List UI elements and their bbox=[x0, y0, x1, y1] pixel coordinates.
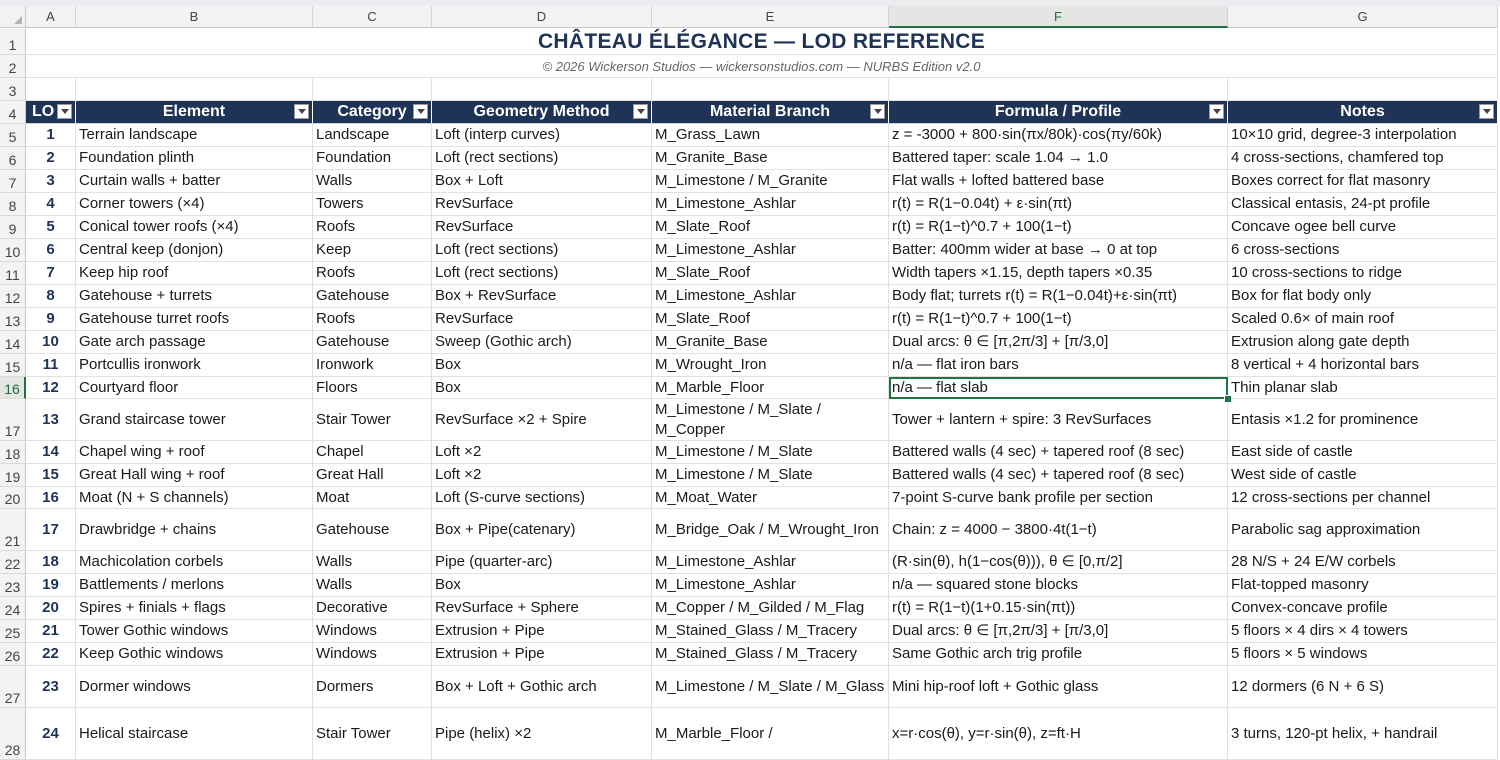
cell-f28[interactable]: x=r·cos(θ), y=r·sin(θ), z=ft·H bbox=[889, 708, 1228, 760]
cell-b11[interactable]: Keep hip roof bbox=[76, 262, 313, 285]
cell-g14[interactable]: Extrusion along gate depth bbox=[1228, 331, 1498, 354]
cell-e19[interactable]: M_Limestone / M_Slate bbox=[652, 464, 889, 487]
row-header-23[interactable]: 23 bbox=[0, 574, 26, 597]
cell-f7[interactable]: Flat walls + lofted battered base bbox=[889, 170, 1228, 193]
cell-g3[interactable] bbox=[1228, 78, 1498, 101]
column-header-c[interactable]: C bbox=[313, 6, 432, 28]
cell-c21[interactable]: Gatehouse bbox=[313, 509, 432, 551]
row-header-24[interactable]: 24 bbox=[0, 597, 26, 620]
cell-a11[interactable]: 7 bbox=[26, 262, 76, 285]
filter-dropdown-icon[interactable] bbox=[1479, 104, 1494, 119]
cell-c24[interactable]: Decorative bbox=[313, 597, 432, 620]
cell-c26[interactable]: Windows bbox=[313, 643, 432, 666]
row-header-19[interactable]: 19 bbox=[0, 464, 26, 487]
column-header-f[interactable]: F bbox=[889, 6, 1228, 28]
row-header-14[interactable]: 14 bbox=[0, 331, 26, 354]
cell-b9[interactable]: Conical tower roofs (×4) bbox=[76, 216, 313, 239]
cell-d8[interactable]: RevSurface bbox=[432, 193, 652, 216]
cell-d18[interactable]: Loft ×2 bbox=[432, 441, 652, 464]
cell-b19[interactable]: Great Hall wing + roof bbox=[76, 464, 313, 487]
cell-e27[interactable]: M_Limestone / M_Slate / M_Glass bbox=[652, 666, 889, 708]
row-header-25[interactable]: 25 bbox=[0, 620, 26, 643]
filter-dropdown-icon[interactable] bbox=[870, 104, 885, 119]
subtitle-cell[interactable] bbox=[26, 55, 1498, 78]
cell-a28[interactable]: 24 bbox=[26, 708, 76, 760]
cell-a10[interactable]: 6 bbox=[26, 239, 76, 262]
row-header-28[interactable]: 28 bbox=[0, 708, 26, 760]
cell-c28[interactable]: Stair Tower bbox=[313, 708, 432, 760]
cell-b18[interactable]: Chapel wing + roof bbox=[76, 441, 313, 464]
cell-e25[interactable]: M_Stained_Glass / M_Tracery bbox=[652, 620, 889, 643]
header-label: LO bbox=[32, 103, 55, 120]
select-all-corner[interactable] bbox=[0, 6, 26, 28]
table-header-formula-profile[interactable] bbox=[889, 101, 1228, 124]
cell-b17[interactable]: Grand staircase tower bbox=[76, 399, 313, 441]
cell-g19[interactable]: West side of castle bbox=[1228, 464, 1498, 487]
cell-g15[interactable]: 8 vertical + 4 horizontal bars bbox=[1228, 354, 1498, 377]
cell-f11[interactable]: Width tapers ×1.15, depth tapers ×0.35 bbox=[889, 262, 1228, 285]
header-label: Notes bbox=[1340, 103, 1385, 120]
cell-c5[interactable]: Landscape bbox=[313, 124, 432, 147]
cell-e15[interactable]: M_Wrought_Iron bbox=[652, 354, 889, 377]
cell-f20[interactable]: 7-point S-curve bank profile per section bbox=[889, 487, 1228, 509]
filter-dropdown-icon[interactable] bbox=[413, 104, 428, 119]
cell-b16[interactable]: Courtyard floor bbox=[76, 377, 313, 399]
cell-c13[interactable]: Roofs bbox=[313, 308, 432, 331]
cell-e7[interactable]: M_Limestone / M_Granite bbox=[652, 170, 889, 193]
cell-e26[interactable]: M_Stained_Glass / M_Tracery bbox=[652, 643, 889, 666]
cell-b21[interactable]: Drawbridge + chains bbox=[76, 509, 313, 551]
cell-b22[interactable]: Machicolation corbels bbox=[76, 551, 313, 574]
cell-a7[interactable]: 3 bbox=[26, 170, 76, 193]
row-header-8[interactable]: 8 bbox=[0, 193, 26, 216]
cell-f25[interactable]: Dual arcs: θ ∈ [π,2π/3] + [π/3,0] bbox=[889, 620, 1228, 643]
row-header-16[interactable]: 16 bbox=[0, 377, 26, 399]
header-label: Element bbox=[162, 103, 226, 120]
cell-a25[interactable]: 21 bbox=[26, 620, 76, 643]
cell-c17[interactable]: Stair Tower bbox=[313, 399, 432, 441]
cell-c7[interactable]: Walls bbox=[313, 170, 432, 193]
row-header-1[interactable]: 1 bbox=[0, 29, 26, 55]
cell-c25[interactable]: Windows bbox=[313, 620, 432, 643]
table-header-geometry-method[interactable] bbox=[432, 101, 652, 124]
cell-f14[interactable]: Dual arcs: θ ∈ [π,2π/3] + [π/3,0] bbox=[889, 331, 1228, 354]
cell-c15[interactable]: Ironwork bbox=[313, 354, 432, 377]
cell-d26[interactable]: Extrusion + Pipe bbox=[432, 643, 652, 666]
cell-e17[interactable]: M_Limestone / M_Slate / M_Copper bbox=[652, 399, 889, 441]
cell-c16[interactable]: Floors bbox=[313, 377, 432, 399]
cell-b15[interactable]: Portcullis ironwork bbox=[76, 354, 313, 377]
cell-e24[interactable]: M_Copper / M_Gilded / M_Flag bbox=[652, 597, 889, 620]
cell-b10[interactable]: Central keep (donjon) bbox=[76, 239, 313, 262]
cell-f9[interactable]: r(t) = R(1−t)^0.7 + 100(1−t) bbox=[889, 216, 1228, 239]
cell-c10[interactable]: Keep bbox=[313, 239, 432, 262]
table-header-lod[interactable] bbox=[26, 101, 76, 124]
cell-c27[interactable]: Dormers bbox=[313, 666, 432, 708]
cell-b8[interactable]: Corner towers (×4) bbox=[76, 193, 313, 216]
cell-b6[interactable]: Foundation plinth bbox=[76, 147, 313, 170]
cell-g27[interactable]: 12 dormers (6 N + 6 S) bbox=[1228, 666, 1498, 708]
cell-e22[interactable]: M_Limestone_Ashlar bbox=[652, 551, 889, 574]
cell-g8[interactable]: Classical entasis, 24-pt profile bbox=[1228, 193, 1498, 216]
row-header-27[interactable]: 27 bbox=[0, 666, 26, 708]
cell-e11[interactable]: M_Slate_Roof bbox=[652, 262, 889, 285]
cell-g9[interactable]: Concave ogee bell curve bbox=[1228, 216, 1498, 239]
cell-e8[interactable]: M_Limestone_Ashlar bbox=[652, 193, 889, 216]
title-cell[interactable] bbox=[26, 29, 1498, 55]
cell-c14[interactable]: Gatehouse bbox=[313, 331, 432, 354]
row-header-7[interactable]: 7 bbox=[0, 170, 26, 193]
cell-f21[interactable]: Chain: z = 4000 − 3800·4t(1−t) bbox=[889, 509, 1228, 551]
cell-d22[interactable]: Pipe (quarter-arc) bbox=[432, 551, 652, 574]
cell-e21[interactable]: M_Bridge_Oak / M_Wrought_Iron bbox=[652, 509, 889, 551]
row-header-13[interactable]: 13 bbox=[0, 308, 26, 331]
cell-f16[interactable]: n/a — flat slab bbox=[889, 377, 1228, 399]
table-header-element[interactable] bbox=[76, 101, 313, 124]
cell-g17[interactable]: Entasis ×1.2 for prominence bbox=[1228, 399, 1498, 441]
cell-c18[interactable]: Chapel bbox=[313, 441, 432, 464]
cell-e9[interactable]: M_Slate_Roof bbox=[652, 216, 889, 239]
cell-d27[interactable]: Box + Loft + Gothic arch bbox=[432, 666, 652, 708]
cell-a13[interactable]: 9 bbox=[26, 308, 76, 331]
cell-c12[interactable]: Gatehouse bbox=[313, 285, 432, 308]
cell-e14[interactable]: M_Granite_Base bbox=[652, 331, 889, 354]
table-header-material-branch[interactable] bbox=[652, 101, 889, 124]
cell-e3[interactable] bbox=[652, 78, 889, 101]
filter-dropdown-icon[interactable] bbox=[294, 104, 309, 119]
cell-a20[interactable]: 16 bbox=[26, 487, 76, 509]
cell-g26[interactable]: 5 floors × 5 windows bbox=[1228, 643, 1498, 666]
cell-f18[interactable]: Battered walls (4 sec) + tapered roof (8 sec) bbox=[889, 441, 1228, 464]
cell-b27[interactable]: Dormer windows bbox=[76, 666, 313, 708]
cell-d28[interactable]: Pipe (helix) ×2 bbox=[432, 708, 652, 760]
cell-a17[interactable]: 13 bbox=[26, 399, 76, 441]
cell-f8[interactable]: r(t) = R(1−0.04t) + ε·sin(πt) bbox=[889, 193, 1228, 216]
cell-d19[interactable]: Loft ×2 bbox=[432, 464, 652, 487]
cell-f19[interactable]: Battered walls (4 sec) + tapered roof (8 sec) bbox=[889, 464, 1228, 487]
row-header-5[interactable]: 5 bbox=[0, 124, 26, 147]
row-header-18[interactable]: 18 bbox=[0, 441, 26, 464]
cell-f10[interactable]: Batter: 400mm wider at base → 0 at top bbox=[889, 239, 1228, 262]
cell-e28[interactable]: M_Marble_Floor / bbox=[652, 708, 889, 760]
cell-c22[interactable]: Walls bbox=[313, 551, 432, 574]
header-label: Geometry Method bbox=[473, 103, 610, 120]
cell-g20[interactable]: 12 cross-sections per channel bbox=[1228, 487, 1498, 509]
cell-b24[interactable]: Spires + finials + flags bbox=[76, 597, 313, 620]
cell-a3[interactable] bbox=[26, 78, 76, 101]
row-header-6[interactable]: 6 bbox=[0, 147, 26, 170]
cell-e20[interactable]: M_Moat_Water bbox=[652, 487, 889, 509]
cell-a8[interactable]: 4 bbox=[26, 193, 76, 216]
cell-b12[interactable]: Gatehouse + turrets bbox=[76, 285, 313, 308]
cell-b7[interactable]: Curtain walls + batter bbox=[76, 170, 313, 193]
cell-f27[interactable]: Mini hip-roof loft + Gothic glass bbox=[889, 666, 1228, 708]
cell-g22[interactable]: 28 N/S + 24 E/W corbels bbox=[1228, 551, 1498, 574]
cell-g24[interactable]: Convex-concave profile bbox=[1228, 597, 1498, 620]
column-header-a[interactable]: A bbox=[26, 6, 76, 28]
cell-d17[interactable]: RevSurface ×2 + Spire bbox=[432, 399, 652, 441]
cell-e10[interactable]: M_Limestone_Ashlar bbox=[652, 239, 889, 262]
cell-a5[interactable]: 1 bbox=[26, 124, 76, 147]
cell-f15[interactable]: n/a — flat iron bars bbox=[889, 354, 1228, 377]
cell-a22[interactable]: 18 bbox=[26, 551, 76, 574]
cell-e5[interactable]: M_Grass_Lawn bbox=[652, 124, 889, 147]
row-header-21[interactable]: 21 bbox=[0, 509, 26, 551]
cell-b14[interactable]: Gate arch passage bbox=[76, 331, 313, 354]
cell-b3[interactable] bbox=[76, 78, 313, 101]
cell-d24[interactable]: RevSurface + Sphere bbox=[432, 597, 652, 620]
cell-g10[interactable]: 6 cross-sections bbox=[1228, 239, 1498, 262]
sheet-title: CHÂTEAU ÉLÉGANCE — LOD REFERENCE bbox=[537, 29, 986, 53]
cell-d13[interactable]: RevSurface bbox=[432, 308, 652, 331]
cell-a27[interactable]: 23 bbox=[26, 666, 76, 708]
cell-g16[interactable]: Thin planar slab bbox=[1228, 377, 1498, 399]
cell-f22[interactable]: (R·sin(θ), h(1−cos(θ))), θ ∈ [0,π/2] bbox=[889, 551, 1228, 574]
cell-a14[interactable]: 10 bbox=[26, 331, 76, 354]
cell-d10[interactable]: Loft (rect sections) bbox=[432, 239, 652, 262]
cell-c6[interactable]: Foundation bbox=[313, 147, 432, 170]
cell-a12[interactable]: 8 bbox=[26, 285, 76, 308]
cell-g25[interactable]: 5 floors × 4 dirs × 4 towers bbox=[1228, 620, 1498, 643]
cell-c19[interactable]: Great Hall bbox=[313, 464, 432, 487]
filter-dropdown-icon[interactable] bbox=[633, 104, 648, 119]
cell-b23[interactable]: Battlements / merlons bbox=[76, 574, 313, 597]
cell-b26[interactable]: Keep Gothic windows bbox=[76, 643, 313, 666]
cell-a26[interactable]: 22 bbox=[26, 643, 76, 666]
cell-f3[interactable] bbox=[889, 78, 1228, 101]
cell-b13[interactable]: Gatehouse turret roofs bbox=[76, 308, 313, 331]
cell-a9[interactable]: 5 bbox=[26, 216, 76, 239]
column-header-g[interactable]: G bbox=[1228, 6, 1498, 28]
cell-c3[interactable] bbox=[313, 78, 432, 101]
table-header-notes[interactable] bbox=[1228, 101, 1498, 124]
cell-g28[interactable]: 3 turns, 120-pt helix, + handrail bbox=[1228, 708, 1498, 760]
cell-a19[interactable]: 15 bbox=[26, 464, 76, 487]
row-header-10[interactable]: 10 bbox=[0, 239, 26, 262]
cell-e12[interactable]: M_Limestone_Ashlar bbox=[652, 285, 889, 308]
cell-a16[interactable]: 12 bbox=[26, 377, 76, 399]
cell-d15[interactable]: Box bbox=[432, 354, 652, 377]
row-header-15[interactable]: 15 bbox=[0, 354, 26, 377]
fill-handle[interactable] bbox=[1224, 395, 1232, 403]
row-header-11[interactable]: 11 bbox=[0, 262, 26, 285]
cell-e6[interactable]: M_Granite_Base bbox=[652, 147, 889, 170]
cell-d9[interactable]: RevSurface bbox=[432, 216, 652, 239]
row-header-17[interactable]: 17 bbox=[0, 399, 26, 441]
cell-c9[interactable]: Roofs bbox=[313, 216, 432, 239]
cell-d11[interactable]: Loft (rect sections) bbox=[432, 262, 652, 285]
row-header-22[interactable]: 22 bbox=[0, 551, 26, 574]
cell-d6[interactable]: Loft (rect sections) bbox=[432, 147, 652, 170]
cell-b20[interactable]: Moat (N + S channels) bbox=[76, 487, 313, 509]
cell-e16[interactable]: M_Marble_Floor bbox=[652, 377, 889, 399]
row-header-26[interactable]: 26 bbox=[0, 643, 26, 666]
cell-b28[interactable]: Helical staircase bbox=[76, 708, 313, 760]
cell-f26[interactable]: Same Gothic arch trig profile bbox=[889, 643, 1228, 666]
row-header-2[interactable]: 2 bbox=[0, 55, 26, 78]
column-header-e[interactable]: E bbox=[652, 6, 889, 28]
cell-b5[interactable]: Terrain landscape bbox=[76, 124, 313, 147]
cell-g12[interactable]: Box for flat body only bbox=[1228, 285, 1498, 308]
cell-d3[interactable] bbox=[432, 78, 652, 101]
cell-f17[interactable]: Tower + lantern + spire: 3 RevSurfaces bbox=[889, 399, 1228, 441]
cell-f23[interactable]: n/a — squared stone blocks bbox=[889, 574, 1228, 597]
header-label: Category bbox=[337, 103, 407, 120]
cell-f13[interactable]: r(t) = R(1−t)^0.7 + 100(1−t) bbox=[889, 308, 1228, 331]
cell-c23[interactable]: Walls bbox=[313, 574, 432, 597]
cell-e23[interactable]: M_Limestone_Ashlar bbox=[652, 574, 889, 597]
cell-c8[interactable]: Towers bbox=[313, 193, 432, 216]
cell-d5[interactable]: Loft (interp curves) bbox=[432, 124, 652, 147]
cell-g7[interactable]: Boxes correct for flat masonry bbox=[1228, 170, 1498, 193]
cell-e13[interactable]: M_Slate_Roof bbox=[652, 308, 889, 331]
cell-g21[interactable]: Parabolic sag approximation bbox=[1228, 509, 1498, 551]
table-header-category[interactable] bbox=[313, 101, 432, 124]
cell-d14[interactable]: Sweep (Gothic arch) bbox=[432, 331, 652, 354]
cell-a6[interactable]: 2 bbox=[26, 147, 76, 170]
cell-a21[interactable]: 17 bbox=[26, 509, 76, 551]
cell-g18[interactable]: East side of castle bbox=[1228, 441, 1498, 464]
cell-g5[interactable]: 10×10 grid, degree-3 interpolation bbox=[1228, 124, 1498, 147]
cell-e18[interactable]: M_Limestone / M_Slate bbox=[652, 441, 889, 464]
filter-dropdown-icon[interactable] bbox=[1209, 104, 1224, 119]
cell-c11[interactable]: Roofs bbox=[313, 262, 432, 285]
cell-d7[interactable]: Box + Loft bbox=[432, 170, 652, 193]
cell-a18[interactable]: 14 bbox=[26, 441, 76, 464]
cell-g13[interactable]: Scaled 0.6× of main roof bbox=[1228, 308, 1498, 331]
row-header-4[interactable]: 4 bbox=[0, 101, 26, 124]
cell-f12[interactable]: Body flat; turrets r(t) = R(1−0.04t)+ε·sin(πt) bbox=[889, 285, 1228, 308]
cell-d21[interactable]: Box + Pipe(catenary) bbox=[432, 509, 652, 551]
filter-dropdown-icon[interactable] bbox=[57, 104, 72, 119]
cell-g6[interactable]: 4 cross-sections, chamfered top bbox=[1228, 147, 1498, 170]
cell-g11[interactable]: 10 cross-sections to ridge bbox=[1228, 262, 1498, 285]
header-label: Formula / Profile bbox=[994, 103, 1122, 120]
cell-d25[interactable]: Extrusion + Pipe bbox=[432, 620, 652, 643]
cell-b25[interactable]: Tower Gothic windows bbox=[76, 620, 313, 643]
cell-d23[interactable]: Box bbox=[432, 574, 652, 597]
header-label: Material Branch bbox=[709, 103, 831, 120]
cell-f6[interactable]: Battered taper: scale 1.04 → 1.0 bbox=[889, 147, 1228, 170]
cell-a24[interactable]: 20 bbox=[26, 597, 76, 620]
cell-g23[interactable]: Flat-topped masonry bbox=[1228, 574, 1498, 597]
cell-f24[interactable]: r(t) = R(1−t)(1+0.15·sin(πt)) bbox=[889, 597, 1228, 620]
cell-f5[interactable]: z = -3000 + 800·sin(πx/80k)·cos(πy/60k) bbox=[889, 124, 1228, 147]
cell-d16[interactable]: Box bbox=[432, 377, 652, 399]
sheet-subtitle: © 2026 Wickerson Studios — wickersonstudios.com — NURBS Edition v2.0 bbox=[542, 58, 981, 74]
cell-c20[interactable]: Moat bbox=[313, 487, 432, 509]
cell-a15[interactable]: 11 bbox=[26, 354, 76, 377]
cell-a23[interactable]: 19 bbox=[26, 574, 76, 597]
cell-d20[interactable]: Loft (S-curve sections) bbox=[432, 487, 652, 509]
row-header-3[interactable]: 3 bbox=[0, 78, 26, 101]
row-header-20[interactable]: 20 bbox=[0, 487, 26, 509]
cell-d12[interactable]: Box + RevSurface bbox=[432, 285, 652, 308]
row-header-9[interactable]: 9 bbox=[0, 216, 26, 239]
column-header-b[interactable]: B bbox=[76, 6, 313, 28]
column-header-d[interactable]: D bbox=[432, 6, 652, 28]
row-header-12[interactable]: 12 bbox=[0, 285, 26, 308]
